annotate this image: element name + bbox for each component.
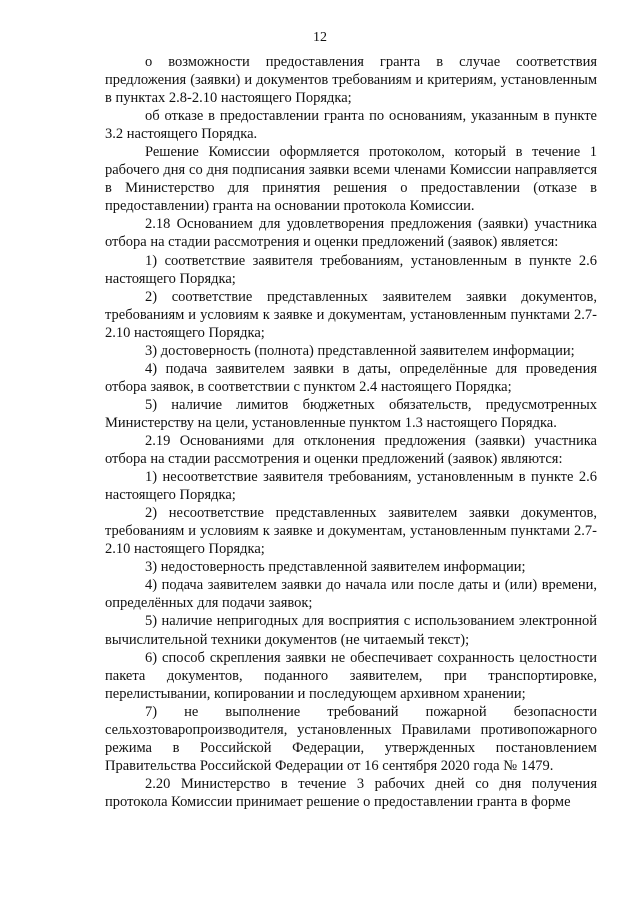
page-number: 12 (313, 30, 327, 45)
paragraph: 7) не выполнение требований пожарной безопасности сельхозтоваропроизводителя, установленных Правилами противопожарного режима в Российской Федерации, утвержденных постановлением Правительства Российской Федерации от 16 сентября 2020 года № 1479. (105, 703, 597, 774)
paragraph: 1) соответствие заявителя требованиям, установленным в пункте 2.6 настоящего Порядка; (105, 252, 597, 287)
paragraph: 3) достоверность (полнота) представленной заявителем информации; (145, 342, 575, 359)
paragraph: 3) недостоверность представленной заявителем информации; (145, 559, 526, 576)
paragraph: 2.20 Министерство в течение 3 рабочих дней со дня получения протокола Комиссии принимает решение о предоставлении гранта в форме (105, 775, 597, 810)
paragraph: 2.19 Основаниями для отклонения предложения (заявки) участника отбора на стадии рассмотрения и оценки предложений (заявок) являются: (105, 432, 597, 468)
paragraph: 2) несоответствие представленных заявителем заявки документов, требованиям и условиям к заявке и документам, установленным пунктами 2.7-2.10 настоящего Порядка; (105, 505, 597, 558)
paragraph: 2) соответствие представленных заявителем заявки документов, требованиям и условиям к заявке и документам, установленным пунктами 2.7-2.10 настоящего Порядка; (105, 288, 597, 341)
paragraph: 4) подача заявителем заявки до начала или после даты и (или) времени, определённых для подачи заявок; (105, 577, 597, 612)
paragraph: 5) наличие лимитов бюджетных обязательств, предусмотренных Министерству на цели, установленные пунктом 1.3 настоящего Порядка. (105, 396, 597, 431)
paragraph: 1) несоответствие заявителя требованиям, установленным в пункте 2.6 настоящего Порядка; (105, 469, 597, 504)
paragraph: 2.18 Основанием для удовлетворения предложения (заявки) участника отбора на стадии рассмотрения и оценки предложений (заявок) является: (105, 216, 597, 251)
paragraph: 5) наличие непригодных для восприятия с использованием электронной вычислительной техники документов (не читаемый текст); (105, 613, 597, 648)
paragraph: 6) способ скрепления заявки не обеспечивает сохранность целостности пакета документов, поданного заявителем, при транспортировке, перелистывании, копировании и последующем архивном хранении; (105, 649, 597, 702)
paragraph: Решение Комиссии оформляется протоколом, который в течение 1 рабочего дня со дня подписания заявки всеми членами Комиссии направляется в Министерство для принятия решения о предоставлении (отказе в предоставлении) гранта на основании протокола Комиссии. (105, 144, 597, 215)
document-body (105, 53, 597, 811)
paragraph: о возможности предоставления гранта в случае соответствия предложения (заявки) и документов требованиям и критериям, установленным в пунктах 2.8-2.10 настоящего Порядка; (105, 54, 597, 107)
paragraph: 4) подача заявителем заявки в даты, определённые для проведения отбора заявок, в соответствии с пунктом 2.4 настоящего Порядка; (105, 360, 597, 395)
paragraph: об отказе в предоставлении гранта по основаниям, указанным в пункте 3.2 настоящего Порядка. (105, 108, 597, 143)
